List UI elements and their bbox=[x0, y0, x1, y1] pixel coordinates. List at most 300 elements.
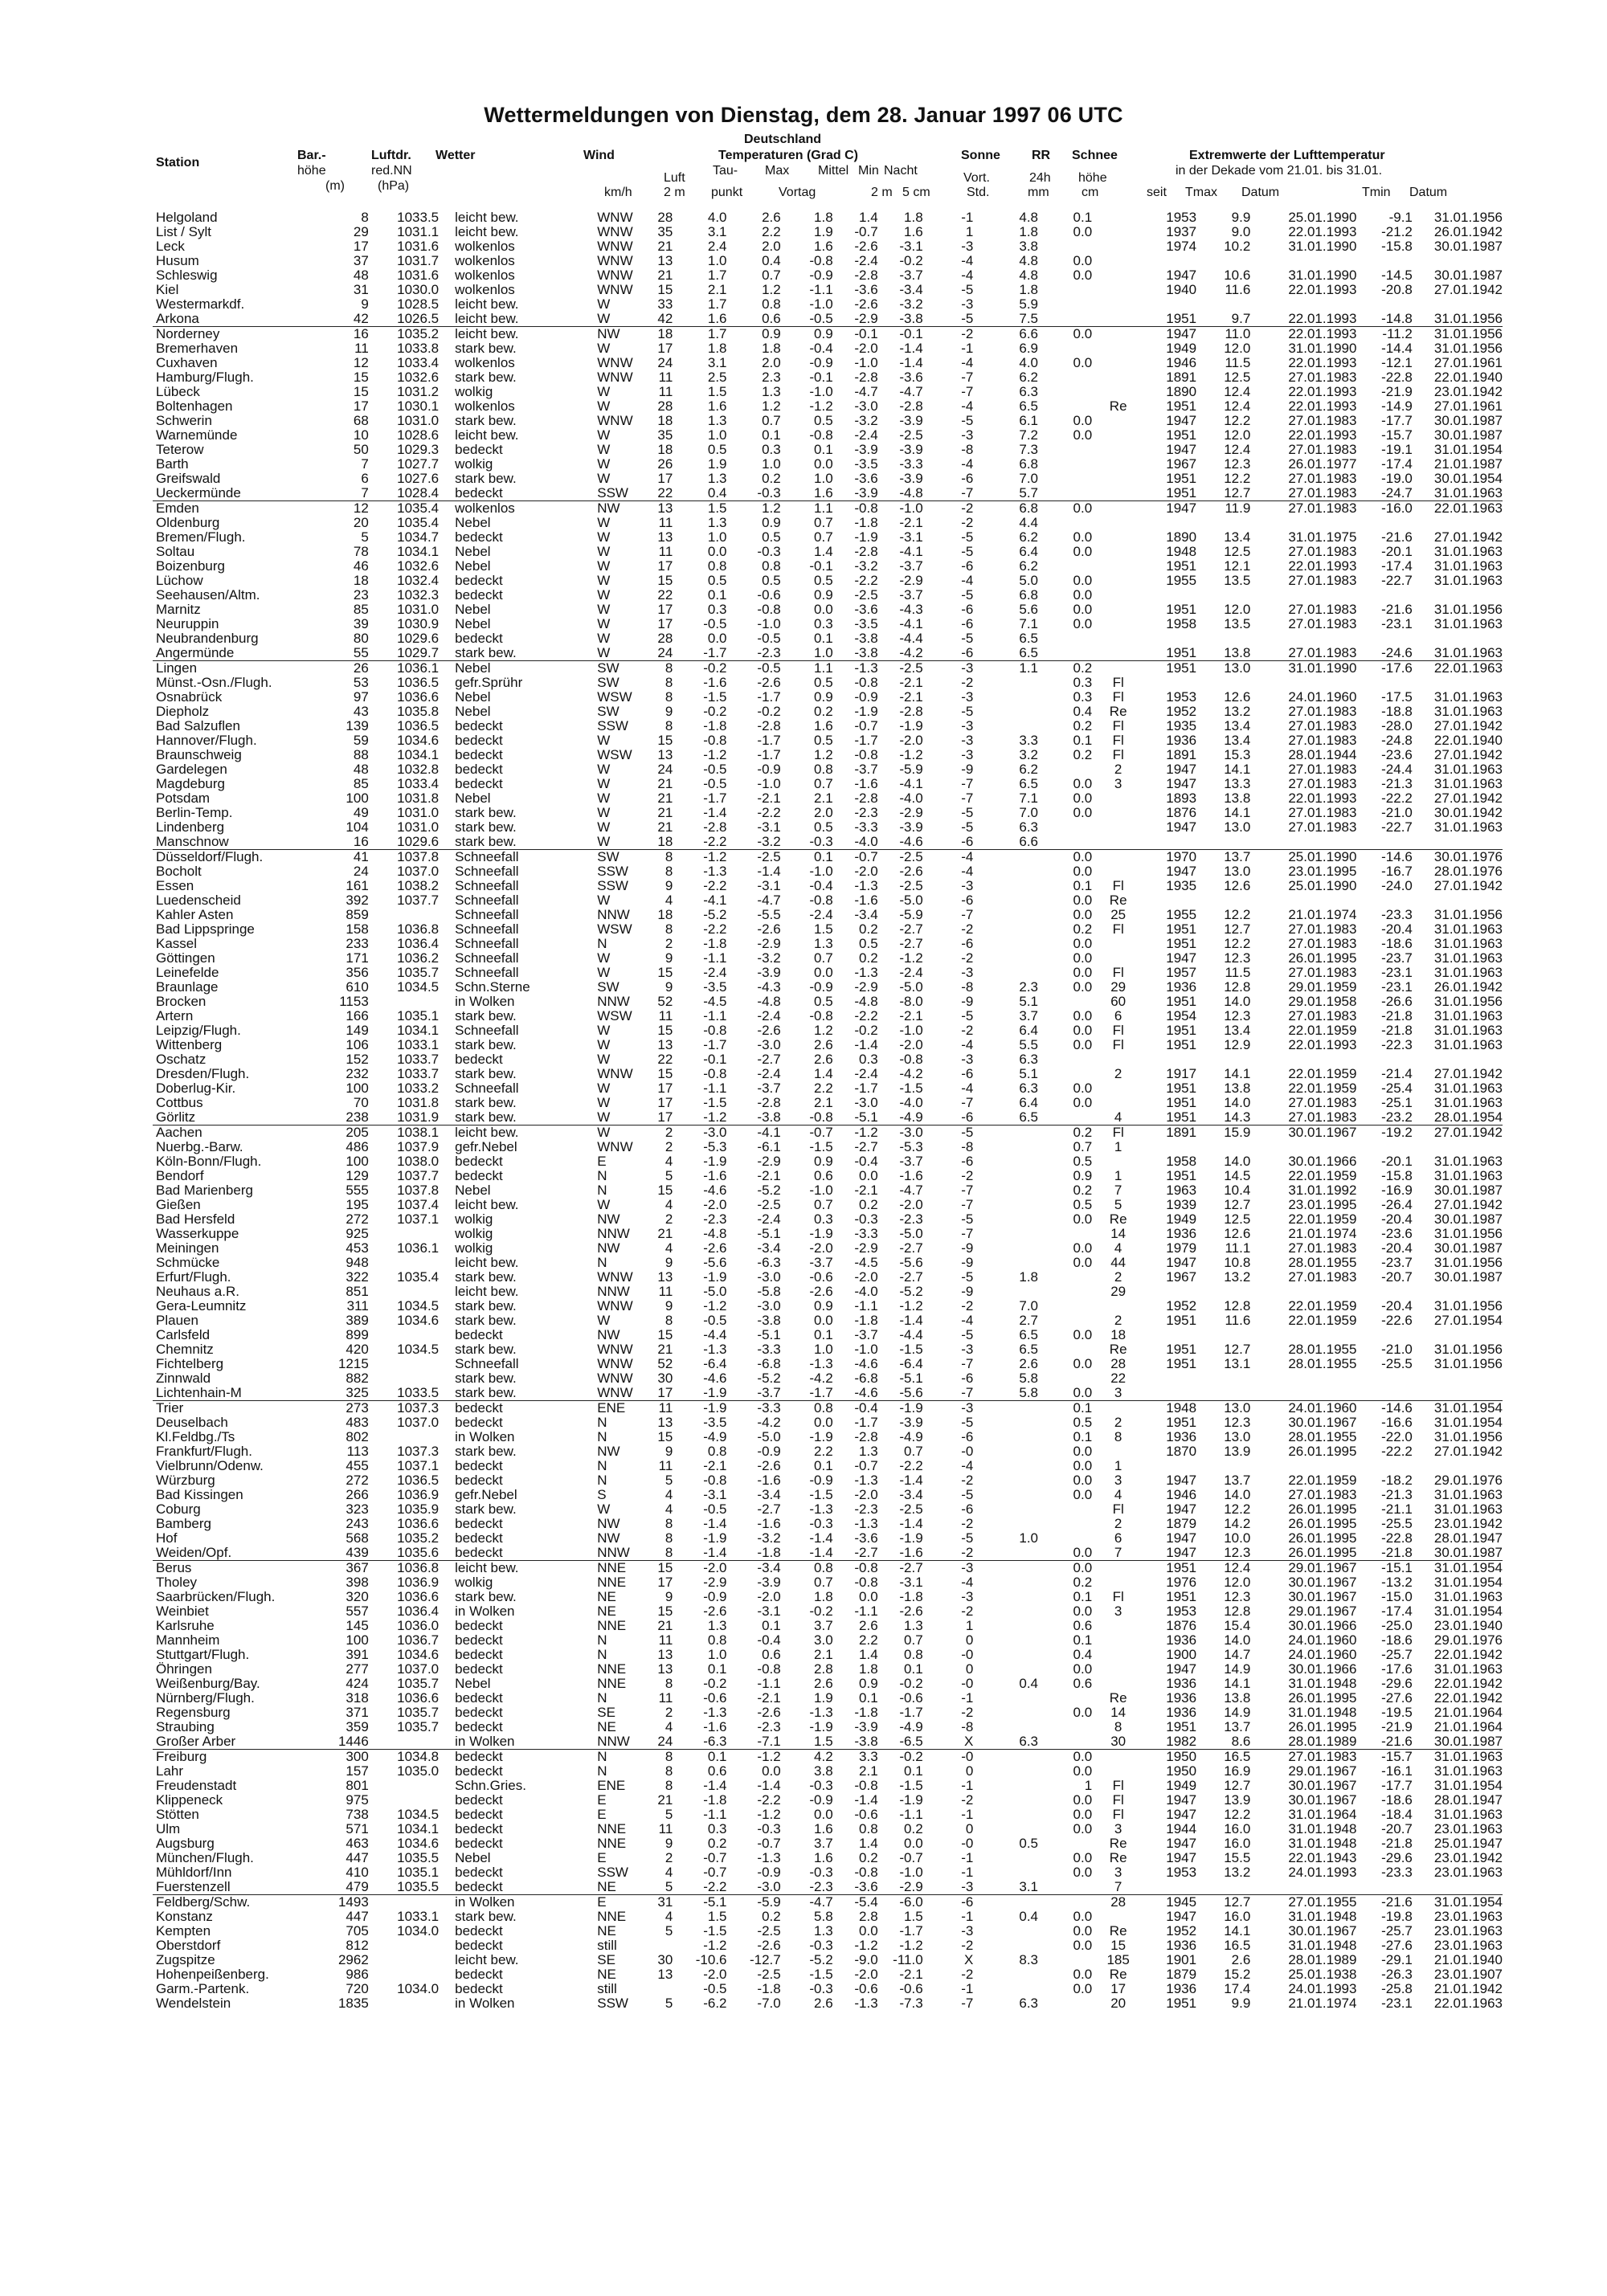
cell-mean: -1.3 bbox=[833, 661, 878, 676]
page-title: Wettermeldungen von Dienstag, dem 28. Januar 1997 06 UTC bbox=[484, 103, 1123, 127]
cell-pressure: 1034.5 bbox=[397, 1342, 440, 1357]
cell-tmax: 13.4 bbox=[1224, 1023, 1251, 1038]
cell-station: Fuerstenzell bbox=[156, 1880, 231, 1894]
cell-weather: Nebel bbox=[455, 559, 491, 574]
cell-night: -0 bbox=[961, 1836, 974, 1851]
cell-night: -2 bbox=[961, 922, 974, 937]
cell-tmax-date bbox=[1250, 676, 1356, 690]
cell-since: 1947 bbox=[1166, 777, 1197, 791]
cell-tmax-date: 23.01.1995 bbox=[1288, 1198, 1357, 1212]
cell-max: 1.2 bbox=[814, 1023, 833, 1038]
cell-station: Carlsfeld bbox=[156, 1328, 211, 1342]
cell-tmin: -14.8 bbox=[1381, 312, 1413, 326]
cell-night: -6 bbox=[961, 603, 974, 617]
cell-tmin-date: 31.01.1963 bbox=[1433, 705, 1503, 719]
cell-bar-height: 367 bbox=[317, 1561, 369, 1576]
cell-wind-speed: 21 bbox=[657, 806, 673, 820]
cell-temp-air: -1.8 bbox=[703, 719, 727, 733]
cell-wind-speed: 2 bbox=[664, 1706, 673, 1720]
cell-temp-air: -0.9 bbox=[703, 1590, 727, 1604]
cell-precip: 0.1 bbox=[1073, 1430, 1093, 1444]
cell-temp-air: -1.1 bbox=[703, 1808, 727, 1822]
cell-station: Oberstdorf bbox=[156, 1939, 221, 1953]
cell-dewpoint: -3.2 bbox=[757, 835, 781, 849]
cell-max: 0.9 bbox=[814, 690, 833, 705]
cell-max: 1.6 bbox=[814, 239, 833, 254]
cell-max: 0.0 bbox=[814, 457, 833, 472]
cell-tmax: 13.0 bbox=[1196, 661, 1250, 676]
cell-snow: Fl bbox=[1112, 690, 1124, 705]
cell-max: 0.5 bbox=[814, 820, 833, 835]
cell-sunshine bbox=[973, 1779, 1038, 1793]
cell-snow: 7 bbox=[1114, 1880, 1122, 1894]
cell-temp-air: -5.0 bbox=[703, 1285, 727, 1299]
cell-max: -1.5 bbox=[809, 1488, 833, 1502]
cell-snow bbox=[1092, 254, 1144, 268]
cell-weather: wolkig bbox=[455, 385, 493, 399]
cell-since: 1947 bbox=[1166, 1531, 1197, 1546]
cell-mean: -3.4 bbox=[854, 908, 878, 922]
cell-temp-air: -0.7 bbox=[703, 1865, 727, 1880]
cell-max: 2.6 bbox=[814, 1052, 833, 1067]
cell-weather: stark bew. bbox=[455, 1371, 517, 1386]
cell-mean: -4.7 bbox=[854, 385, 878, 399]
cell-tmax: 13.1 bbox=[1224, 1357, 1251, 1371]
cell-bar-height: 104 bbox=[346, 820, 369, 835]
cell-dewpoint: 0.6 bbox=[762, 312, 781, 326]
cell-tmin-date bbox=[1413, 1459, 1503, 1473]
cell-mean: -0.8 bbox=[854, 1779, 878, 1793]
cell-tmin-date: 27.01.1942 bbox=[1433, 748, 1503, 762]
cell-bar-height: 571 bbox=[346, 1822, 369, 1836]
cell-temp-air: -4.1 bbox=[703, 893, 727, 908]
cell-night: -9 bbox=[961, 1241, 974, 1256]
cell-mean: -0.7 bbox=[854, 719, 878, 733]
cell-pressure: 1031.2 bbox=[397, 385, 440, 399]
cell-snow: 3 bbox=[1114, 1386, 1122, 1400]
cell-temp-air: -5.2 bbox=[703, 908, 727, 922]
cell-wind-speed: 5 bbox=[664, 1169, 673, 1183]
cell-sunshine: 3.2 bbox=[1019, 748, 1038, 762]
cell-dewpoint: 0.9 bbox=[762, 516, 781, 530]
cell-bar-height: 447 bbox=[346, 1851, 369, 1865]
cell-min: 1.6 bbox=[904, 225, 923, 239]
cell-tmax bbox=[1196, 1052, 1250, 1067]
table-row bbox=[153, 864, 1503, 879]
cell-station: Aachen bbox=[153, 1126, 317, 1141]
cell-weather: Nebel bbox=[455, 545, 491, 559]
cell-wind-dir: W bbox=[597, 472, 611, 486]
cell-wind-speed: 8 bbox=[664, 1517, 673, 1531]
cell-tmin-date: 31.01.1963 bbox=[1433, 1096, 1503, 1110]
cell-temp-air: -2.4 bbox=[703, 966, 727, 980]
cell-mean: -3.0 bbox=[854, 1096, 878, 1110]
cell-precip: 0.0 bbox=[1073, 980, 1093, 995]
cell-max: -1.4 bbox=[809, 1546, 833, 1560]
cell-pressure: 1033.8 bbox=[397, 341, 440, 356]
cell-pressure: 1034.5 bbox=[397, 1299, 440, 1313]
cell-tmin: -16.6 bbox=[1381, 1416, 1413, 1430]
cell-night: -5 bbox=[961, 588, 974, 603]
cell-mean: 0.5 bbox=[859, 937, 878, 951]
cell-mean: -3.2 bbox=[854, 414, 878, 428]
cell-snow: Re bbox=[1109, 1212, 1127, 1227]
cell-tmax-date: 29.01.1967 bbox=[1288, 1764, 1357, 1779]
cell-sunshine: 5.8 bbox=[1019, 1371, 1038, 1386]
cell-since bbox=[1144, 1140, 1196, 1154]
cell-min: -2.8 bbox=[899, 705, 923, 719]
cell-tmin: -14.6 bbox=[1356, 850, 1412, 865]
cell-tmax bbox=[1196, 893, 1250, 908]
cell-dewpoint: -2.6 bbox=[757, 922, 781, 937]
cell-station: Freiburg bbox=[153, 1750, 317, 1765]
cell-wind-dir: W bbox=[597, 777, 611, 791]
cell-since: 1946 bbox=[1166, 1488, 1197, 1502]
cell-pressure: 1036.5 bbox=[397, 1473, 440, 1488]
header-temperatures: Temperaturen (Grad C) bbox=[718, 149, 858, 162]
cell-max: -1.7 bbox=[809, 1386, 833, 1400]
cell-tmax: 12.0 bbox=[1224, 603, 1251, 617]
cell-since: 1955 bbox=[1166, 908, 1197, 922]
cell-snow bbox=[1092, 820, 1144, 835]
cell-wind-speed: 8 bbox=[664, 1677, 673, 1691]
cell-temp-air: -1.2 bbox=[703, 1110, 727, 1125]
table-row bbox=[153, 835, 1503, 850]
cell-temp-air: -0.2 bbox=[703, 1677, 727, 1691]
cell-sunshine: 4.8 bbox=[1019, 210, 1038, 225]
cell-wind-speed: 17 bbox=[657, 1575, 673, 1590]
cell-tmin-date: 21.01.1964 bbox=[1433, 1706, 1503, 1720]
cell-min: -1.5 bbox=[899, 1779, 923, 1793]
cell-snow: 1 bbox=[1114, 1169, 1122, 1183]
cell-tmax-date: 27.01.1983 bbox=[1288, 820, 1357, 835]
cell-temp-air: -1.8 bbox=[703, 1793, 727, 1808]
cell-tmin: -14.4 bbox=[1381, 341, 1413, 356]
cell-since: 1947 bbox=[1166, 1662, 1197, 1677]
cell-dewpoint: -0.3 bbox=[757, 1822, 781, 1836]
cell-pressure: 1031.9 bbox=[397, 1110, 440, 1125]
header-min: Min bbox=[858, 164, 879, 178]
table-row bbox=[153, 1371, 1503, 1386]
cell-tmax: 16.9 bbox=[1224, 1764, 1251, 1779]
cell-station: Chemnitz bbox=[156, 1342, 214, 1357]
cell-dewpoint: 0.2 bbox=[762, 1910, 781, 1924]
cell-temp-air: 1.5 bbox=[707, 1910, 727, 1924]
table-row bbox=[153, 239, 1503, 254]
cell-sunshine bbox=[973, 908, 1038, 922]
cell-since bbox=[1144, 1459, 1196, 1473]
cell-since: 1951 bbox=[1166, 486, 1197, 500]
cell-station: Boltenhagen bbox=[156, 399, 233, 414]
cell-tmax-date: 22.01.1993 bbox=[1288, 559, 1357, 574]
cell-min: -1.4 bbox=[899, 341, 923, 356]
cell-wind-speed: 35 bbox=[657, 428, 673, 443]
cell-since: 1951 bbox=[1166, 1720, 1197, 1734]
cell-tmin: -19.8 bbox=[1381, 1910, 1413, 1924]
table-row bbox=[153, 545, 1503, 559]
cell-dewpoint: -1.7 bbox=[757, 748, 781, 762]
cell-tmin-date: 23.01.1963 bbox=[1433, 1865, 1503, 1880]
cell-since: 1951 bbox=[1166, 995, 1197, 1009]
cell-weather: wolkenlos bbox=[439, 501, 597, 517]
table-row bbox=[153, 1662, 1503, 1677]
cell-night: -7 bbox=[961, 486, 974, 500]
cell-station: Doberlug-Kir. bbox=[156, 1081, 236, 1096]
cell-wind-speed: 11 bbox=[658, 545, 673, 559]
cell-tmin: -25.0 bbox=[1381, 1619, 1413, 1633]
cell-tmin bbox=[1356, 631, 1412, 646]
cell-bar-height: 113 bbox=[346, 1444, 369, 1459]
cell-max: 2.6 bbox=[814, 1038, 833, 1052]
cell-wind-dir: NNW bbox=[597, 995, 630, 1009]
cell-station: Angermünde bbox=[156, 646, 235, 660]
cell-weather: bedeckt bbox=[455, 1836, 503, 1851]
cell-dewpoint: -1.7 bbox=[757, 690, 781, 705]
cell-since: 1950 bbox=[1144, 1750, 1196, 1765]
cell-tmin-date: 27.01.1961 bbox=[1433, 399, 1503, 414]
cell-bar-height: 39 bbox=[353, 617, 369, 631]
cell-temp-air: -1.7 bbox=[703, 791, 727, 806]
cell-wind-dir: SW bbox=[597, 705, 619, 719]
cell-temp-air: -0.2 bbox=[703, 705, 727, 719]
cell-wind-speed: 13 bbox=[648, 501, 673, 517]
cell-sunshine bbox=[973, 1517, 1038, 1531]
cell-temp-air: 0.4 bbox=[707, 486, 727, 500]
cell-min: 0.0 bbox=[904, 1836, 923, 1851]
cell-dewpoint: 1.2 bbox=[762, 283, 781, 297]
cell-bar-height: 11 bbox=[354, 341, 369, 356]
cell-dewpoint: -2.9 bbox=[757, 937, 781, 951]
cell-tmax-date: 25.01.1990 bbox=[1288, 879, 1357, 893]
cell-sunshine: 6.4 bbox=[1019, 1023, 1038, 1038]
cell-max: -0.5 bbox=[809, 312, 833, 326]
cell-station: Weinbiet bbox=[156, 1604, 209, 1619]
cell-wind-dir: NW bbox=[597, 1531, 620, 1546]
cell-sunshine bbox=[973, 719, 1038, 733]
cell-station: Stuttgart/Flugh. bbox=[156, 1648, 250, 1662]
cell-tmin: -19.0 bbox=[1381, 472, 1413, 486]
cell-min: -5.0 bbox=[899, 980, 923, 995]
cell-bar-height: 157 bbox=[346, 1764, 369, 1779]
cell-sunshine: 2.6 bbox=[1019, 1357, 1038, 1371]
cell-sunshine: 6.3 bbox=[1019, 1052, 1038, 1067]
cell-precip: 0.7 bbox=[1073, 1140, 1093, 1154]
cell-since: 1936 bbox=[1166, 733, 1197, 748]
cell-pressure: 1035.4 bbox=[397, 1270, 440, 1285]
cell-sunshine: 7.2 bbox=[1019, 428, 1038, 443]
cell-station: Wasserkuppe bbox=[156, 1227, 239, 1241]
cell-since: 1946 bbox=[1166, 356, 1197, 370]
cell-snow: Re bbox=[1109, 1836, 1127, 1851]
cell-night: -7 bbox=[961, 908, 974, 922]
cell-tmax-date bbox=[1250, 1140, 1356, 1154]
cell-weather: bedeckt bbox=[455, 733, 503, 748]
cell-precip: 0.0 bbox=[1073, 530, 1093, 545]
cell-min: -0.7 bbox=[899, 1851, 923, 1865]
cell-bar-height: 1835 bbox=[337, 1996, 369, 2011]
cell-pressure: 1034.8 bbox=[369, 1750, 439, 1765]
cell-precip: 0.0 bbox=[1073, 1444, 1093, 1459]
cell-night: -5 bbox=[961, 806, 974, 820]
cell-weather: stark bew. bbox=[455, 370, 517, 385]
cell-station: Nuerbg.-Barw. bbox=[156, 1140, 243, 1154]
cell-weather: bedeckt bbox=[455, 1982, 503, 1996]
cell-snow: 8 bbox=[1114, 1430, 1122, 1444]
cell-dewpoint: 2.0 bbox=[762, 239, 781, 254]
cell-max: -0.3 bbox=[809, 1939, 833, 1953]
cell-tmin-date: 30.01.1987 bbox=[1433, 1546, 1503, 1560]
cell-tmax: 13.2 bbox=[1224, 1865, 1251, 1880]
cell-sunshine: 4.0 bbox=[1019, 356, 1038, 370]
cell-snow: Re bbox=[1109, 1851, 1127, 1865]
cell-snow bbox=[1092, 268, 1144, 283]
cell-wind-dir: W bbox=[597, 1096, 611, 1110]
cell-wind-speed: 21 bbox=[657, 1227, 673, 1241]
cell-since bbox=[1144, 1052, 1196, 1067]
cell-max: 1.8 bbox=[814, 210, 833, 225]
cell-wind-dir: W bbox=[597, 443, 611, 457]
cell-snow: Fl bbox=[1112, 1502, 1124, 1517]
cell-tmin-date: 30.01.1954 bbox=[1433, 472, 1503, 486]
cell-wind-dir: WNW bbox=[597, 1067, 633, 1081]
cell-temp-air: -4.9 bbox=[703, 1430, 727, 1444]
cell-sunshine: 6.2 bbox=[1019, 530, 1038, 545]
cell-snow bbox=[1092, 791, 1144, 806]
cell-max: -1.2 bbox=[809, 399, 833, 414]
cell-tmax-date: 24.01.1993 bbox=[1288, 1982, 1357, 1996]
cell-wind-dir: W bbox=[597, 516, 611, 530]
cell-night: -2 bbox=[961, 951, 974, 966]
cell-tmax-date: 27.01.1983 bbox=[1288, 922, 1357, 937]
cell-tmin-date: 31.01.1963 bbox=[1433, 1169, 1503, 1183]
cell-dewpoint: -0.5 bbox=[757, 631, 781, 646]
cell-wind-dir: N bbox=[597, 1416, 607, 1430]
cell-tmax: 12.2 bbox=[1224, 1808, 1251, 1822]
cell-temp-air: 1.6 bbox=[707, 399, 727, 414]
cell-wind-dir: W bbox=[597, 341, 611, 356]
cell-bar-height: 85 bbox=[353, 603, 369, 617]
cell-temp-air: -2.2 bbox=[703, 1880, 727, 1894]
cell-weather: bedeckt bbox=[455, 1633, 503, 1648]
cell-sunshine: 5.7 bbox=[1019, 486, 1038, 500]
cell-mean: -1.2 bbox=[833, 1126, 878, 1141]
cell-since: 1954 bbox=[1166, 1009, 1197, 1023]
cell-weather: stark bew. bbox=[455, 835, 517, 849]
cell-weather: Nebel bbox=[455, 690, 491, 705]
table-row bbox=[153, 472, 1503, 486]
cell-since: 1951 bbox=[1166, 1038, 1197, 1052]
cell-tmax-date bbox=[1250, 631, 1356, 646]
cell-bar-height: 15 bbox=[353, 370, 369, 385]
cell-sunshine bbox=[973, 850, 1038, 865]
cell-tmax-date: 29.01.1967 bbox=[1250, 1561, 1356, 1576]
cell-tmax bbox=[1196, 1880, 1250, 1895]
cell-station: Lahr bbox=[156, 1764, 184, 1779]
table-row bbox=[153, 1023, 1503, 1038]
cell-wind-speed bbox=[648, 1939, 673, 1953]
cell-mean: 2.6 bbox=[859, 1619, 878, 1633]
cell-max: -1.4 bbox=[809, 1531, 833, 1546]
cell-dewpoint: -1.4 bbox=[757, 864, 781, 879]
cell-sunshine bbox=[973, 1444, 1038, 1459]
cell-tmin-date: 22.01.1942 bbox=[1433, 1691, 1503, 1706]
cell-tmax: 13.9 bbox=[1224, 1444, 1251, 1459]
cell-weather: stark bew. bbox=[455, 1502, 517, 1517]
cell-pressure: 1037.8 bbox=[397, 1183, 440, 1198]
table-row bbox=[153, 399, 1503, 414]
cell-wind-speed: 17 bbox=[657, 1096, 673, 1110]
cell-sunshine: 6.3 bbox=[1019, 385, 1038, 399]
cell-tmin-date: 27.01.1942 bbox=[1433, 719, 1503, 733]
cell-pressure: 1031.0 bbox=[397, 414, 440, 428]
cell-weather: in Wolken bbox=[455, 995, 515, 1009]
cell-max: 1.3 bbox=[814, 1924, 833, 1939]
cell-pressure: 1033.2 bbox=[397, 1081, 440, 1096]
cell-wind-dir: ENE bbox=[597, 1401, 648, 1416]
cell-snow bbox=[1092, 951, 1144, 966]
cell-weather: Nebel bbox=[455, 705, 491, 719]
cell-min: -1.2 bbox=[899, 748, 923, 762]
cell-bar-height: 320 bbox=[346, 1590, 369, 1604]
cell-bar-height: 6 bbox=[361, 472, 369, 486]
cell-dewpoint: -3.9 bbox=[757, 1575, 781, 1590]
cell-wind-dir: W bbox=[597, 312, 611, 326]
cell-tmin bbox=[1356, 893, 1412, 908]
cell-wind-speed: 35 bbox=[657, 225, 673, 239]
cell-wind-dir: NNE bbox=[597, 1910, 627, 1924]
cell-snow bbox=[1092, 1750, 1144, 1765]
cell-temp-air: -1.5 bbox=[703, 1096, 727, 1110]
cell-max: 0.1 bbox=[814, 631, 833, 646]
cell-station: Potsdam bbox=[156, 791, 211, 806]
cell-temp-air: 0.1 bbox=[707, 1662, 727, 1677]
cell-max: 0.3 bbox=[814, 1212, 833, 1227]
cell-tmax-date: 27.01.1983 bbox=[1288, 1009, 1357, 1023]
table-row bbox=[153, 1561, 1503, 1576]
cell-pressure: 1028.4 bbox=[397, 486, 440, 500]
cell-snow bbox=[1092, 443, 1144, 457]
cell-min: 0.7 bbox=[904, 1633, 923, 1648]
cell-snow bbox=[1092, 864, 1144, 879]
cell-max: 0.1 bbox=[814, 1459, 833, 1473]
cell-since: 1951 bbox=[1166, 1313, 1197, 1328]
cell-dewpoint: -5.5 bbox=[757, 908, 781, 922]
table-row bbox=[153, 762, 1503, 777]
cell-tmax bbox=[1196, 1386, 1250, 1401]
cell-sunshine: 3.7 bbox=[1019, 1009, 1038, 1023]
cell-bar-height: 80 bbox=[353, 631, 369, 646]
cell-wind-dir: W bbox=[597, 297, 611, 312]
cell-since: 1951 bbox=[1166, 559, 1197, 574]
cell-tmin-date: 31.01.1963 bbox=[1433, 559, 1503, 574]
cell-wind-dir: NW bbox=[597, 1517, 620, 1531]
cell-wind-dir: N bbox=[597, 1764, 607, 1779]
header-deutschland: Deutschland bbox=[744, 133, 822, 146]
cell-weather: bedeckt bbox=[455, 1706, 503, 1720]
cell-wind-speed: 24 bbox=[657, 1734, 673, 1749]
table-row bbox=[153, 1473, 1503, 1488]
cell-since: 1936 bbox=[1166, 1677, 1197, 1691]
cell-min: -6.5 bbox=[899, 1734, 923, 1749]
cell-min: -4.7 bbox=[899, 1183, 923, 1198]
cell-tmax: 12.2 bbox=[1224, 1502, 1251, 1517]
cell-weather: Schneefall bbox=[455, 937, 519, 951]
cell-temp-air: -1.4 bbox=[703, 806, 727, 820]
cell-tmax: 14.3 bbox=[1224, 1110, 1251, 1125]
cell-precip: 0.0 bbox=[1073, 1604, 1093, 1619]
table-row bbox=[153, 1140, 1503, 1154]
cell-mean: 1.3 bbox=[859, 1444, 878, 1459]
